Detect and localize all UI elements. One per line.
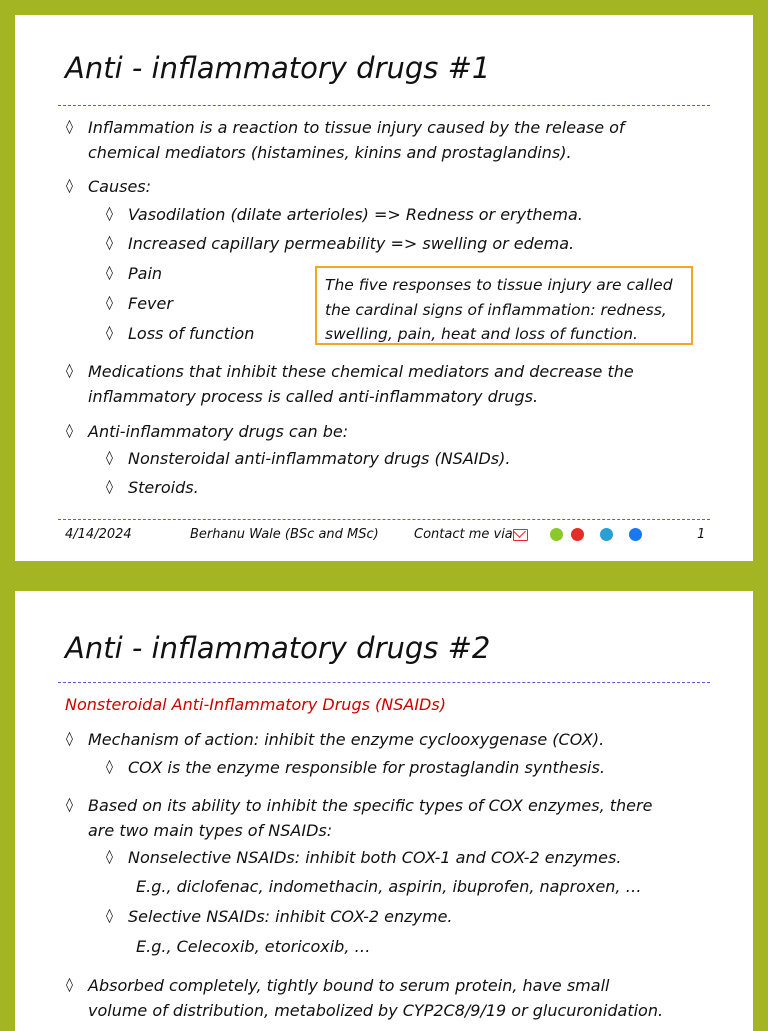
bullet-absorbed-cont: volume of distribution, metabolized by CYP2C8/9/19 or glucuronidation. (88, 1001, 664, 1020)
contact-icons (513, 528, 642, 541)
facebook-icon[interactable] (629, 528, 642, 541)
bullet-absorbed: ◊ Absorbed completely, tightly bound to serum protein, have small (66, 976, 610, 995)
bullet-can-be: ◊ Anti-inflammatory drugs can be: (66, 422, 349, 441)
title-divider (58, 105, 710, 106)
slide-title: Anti - inflammatory drugs #1 (65, 51, 491, 85)
bullet-vasodilation: ◊ Vasodilation (dilate arterioles) => Redness or erythema. (106, 205, 583, 224)
bullet-nonselective: ◊ Nonselective NSAIDs: inhibit both COX-1 and COX-2 enzymes. (106, 848, 622, 867)
cardinal-signs-callout: The five responses to tissue injury are called the cardinal signs of inflammation: redness, swelling, pain, heat and loss of function. (315, 266, 693, 345)
bullet-steroids: ◊ Steroids. (106, 478, 199, 497)
bullet-inflammation: ◊ Inflammation is a reaction to tissue injury caused by the release of (66, 118, 625, 137)
bullet-based-on-cont: are two main types of NSAIDs: (88, 821, 333, 840)
footer-contact-label: Contact me via (414, 527, 513, 542)
bullet-fever: ◊ Fever (106, 294, 173, 313)
section-subtitle: Nonsteroidal Anti-Inflammatory Drugs (NSAIDs) (65, 695, 446, 714)
footer-author: Berhanu Wale (BSc and MSc) (190, 527, 379, 542)
footer-page-number: 1 (697, 527, 706, 542)
bullet-nsaids: ◊ Nonsteroidal anti-inflammatory drugs (NSAIDs). (106, 449, 511, 468)
mail-icon[interactable] (513, 529, 528, 541)
bullet-inflammation-cont: chemical mediators (histamines, kinins and prostaglandins). (88, 143, 572, 162)
selective-examples: E.g., Celecoxib, etoricoxib, … (136, 937, 371, 956)
bullet-permeability: ◊ Increased capillary permeability => swelling or edema. (106, 234, 575, 253)
footer-date: 4/14/2024 (65, 527, 132, 542)
bullet-cox: ◊ COX is the enzyme responsible for prostaglandin synthesis. (106, 758, 605, 777)
slide-1 (15, 15, 753, 561)
youtube-icon[interactable] (571, 528, 584, 541)
slide-2 (15, 591, 753, 1031)
bullet-medications: ◊ Medications that inhibit these chemical mediators and decrease the (66, 362, 634, 381)
title-divider (58, 682, 710, 683)
bullet-selective: ◊ Selective NSAIDs: inhibit COX-2 enzyme. (106, 907, 453, 926)
footer-divider (58, 519, 710, 520)
slide-title: Anti - inflammatory drugs #2 (65, 631, 491, 665)
nonselective-examples: E.g., diclofenac, indomethacin, aspirin, ibuprofen, naproxen, … (136, 877, 642, 896)
bullet-pain: ◊ Pain (106, 264, 163, 283)
telegram-icon[interactable] (600, 528, 613, 541)
odysee-icon[interactable] (550, 528, 563, 541)
bullet-based-on: ◊ Based on its ability to inhibit the specific types of COX enzymes, there (66, 796, 653, 815)
bullet-loss-of-function: ◊ Loss of function (106, 324, 255, 343)
bullet-causes: ◊ Causes: (66, 177, 152, 196)
bullet-medications-cont: inflammatory process is called anti-inflammatory drugs. (88, 387, 539, 406)
bullet-mechanism: ◊ Mechanism of action: inhibit the enzyme cyclooxygenase (COX). (66, 730, 605, 749)
